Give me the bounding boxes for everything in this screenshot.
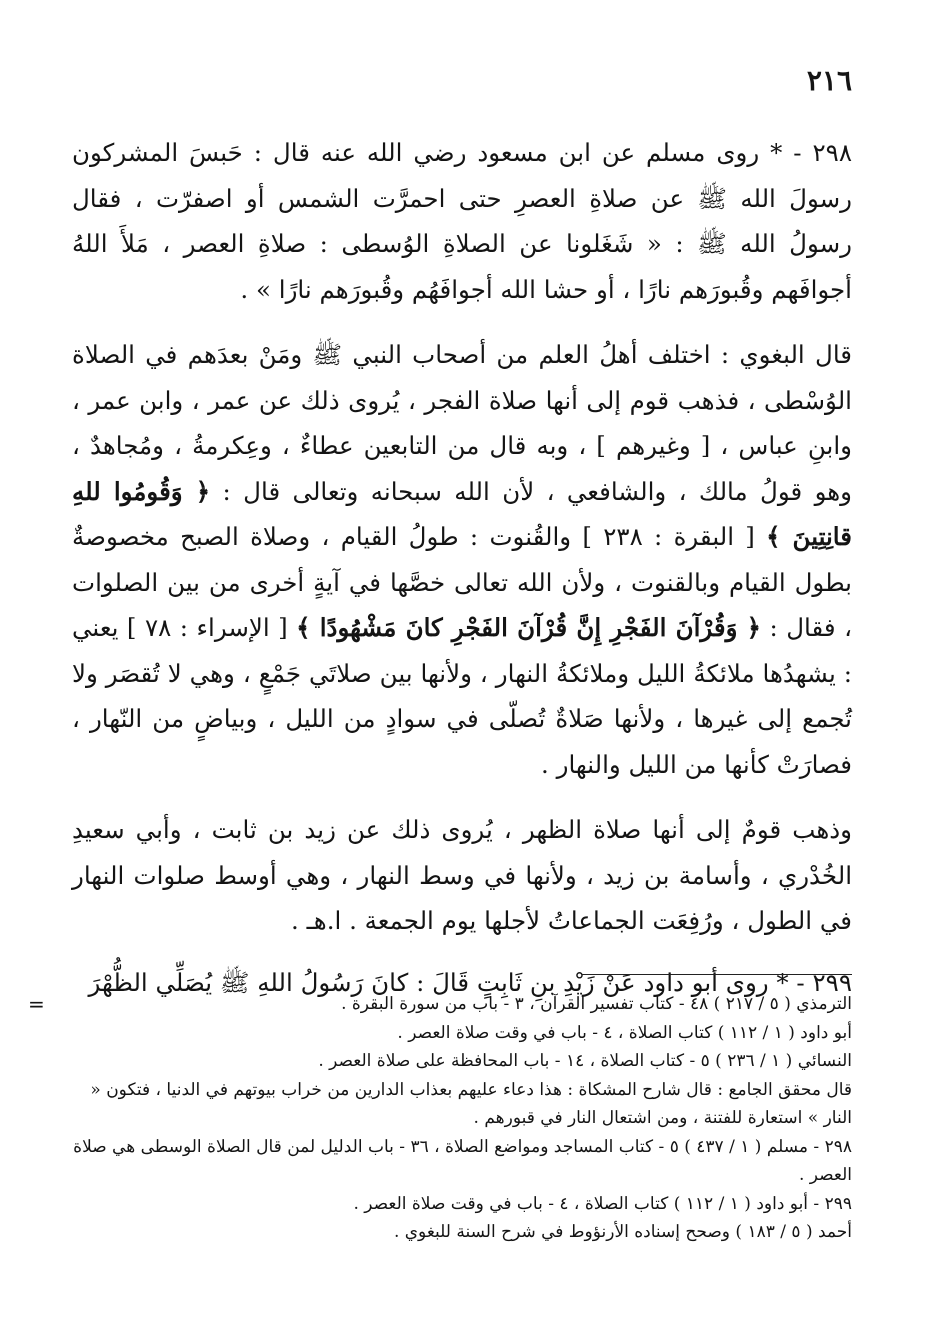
baghawi-text-a: قال البغوي : اختلف أهلُ العلم من أصحاب النبي ﷺ ومَنْ بعدَهم في الصلاة الوُسْطى ، فذهب قوم إلى أنها صلاة الفجر ، يُروى ذلك عن عمر ، وابن عمر ، وابنِ عباس ، [ وغيرهم ] ، وبه قال من التابعين عطاءٌ ، وعِكرمةُ ، ومُجاهدٌ ، وهو قولُ مالك ، والشافعي ، لأن الله سبحانه وتعالى قال : [72,340,852,506]
page-number: ٢١٦ [806,64,852,97]
hadith-299: ٢٩٩ - * روى أبو داود عَنْ زَيْدِ بنِ ثَابِتٍ قَالَ : كانَ رَسُولُ اللهِ ﷺ يُصَلِّي الظُّهْرَ [88,967,852,997]
footnote-line: الترمذي ( ٥ / ٢١٧ ) ٤٨ - كتاب تفسير القرآن ، ٣ - باب من سورة البقرة . [341,994,852,1014]
footnote-line: أحمد ( ٥ / ١٨٣ ) وصحح إسناده الأرنؤوط في شرح السنة للبغوي . [393,1222,852,1242]
footnote-line: ٢٩٨ - مسلم ( ١ / ٤٣٧ ) ٥ - كتاب المساجد ومواضع الصلاة ، ٣٦ - باب الدليل لمن قال الصلاة الوسطى هي صلاة العصر . [73,1136,852,1185]
quran-verse-baqara: ﴿ وَقُومُوا للهِ قانِتِينَ ﴾ [72,476,852,551]
hadith-298: ٢٩٨ - * روى مسلم عن ابن مسعود رضي الله عنه قال : حَبسَ المشركون رسولَ الله ﷺ عن صلاةِ العصرِ حتى احمرَّت الشمس أو اصفرّت ، فقال رسولُ الله ﷺ : « شَغَلونا عن الصلاةِ الوُسطى : صلاةِ العصر ، مَلأَ اللهُ أجوافَهم وقُبورَهم نارًا ، أو حشا الله أجوافَهُم وقُبورَهم نارًا » . [72,138,852,304]
footnote-line: ٢٩٩ - أبو داود ( ١ / ١١٢ ) كتاب الصلاة ، ٤ - باب في وقت صلاة العصر . [353,1193,852,1214]
baghawi-text-c: [ الإسراء : ٧٨ ] يعني : يشهدُها ملائكةُ الليل وملائكةُ النهار ، ولأنها بين صلاتَي جَمْعٍ ، وهي لا تُقصَر ولا تُجمع إلى غيرها ، ولأنها صَلاةٌ تُصلّى في سوادٍ من الليل ، وبياضٍ من النّهار ، فصارَتْ كأنها من الليل والنهار . [72,613,852,779]
footnotes [72,990,852,1247]
footnote-separator [582,974,852,975]
footnote-line: أبو داود ( ١ / ١١٢ ) كتاب الصلاة ، ٤ - باب في وقت صلاة العصر . [397,1022,852,1043]
footnote-line: قال محقق الجامع : قال شارح المشكاة : هذا دعاء عليهم بعذاب الدارين من خراب بيوتهم في الدنيا ، فتكون « النار » استعارة للفتنة ، ومن اشتعال النار في قبورهم . [90,1079,852,1128]
zuhr-opinion: وذهب قومٌ إلى أنها صلاة الظهر ، يُروى ذلك عن زيد بن ثابت ، وأبي سعيدِ الخُدْري ، وأسامة بن زيد ، ولأنها في وسط النهار ، وهي أوسط صلوات النهار في الطول ، ورُفِعَت الجماعاتُ لأجلها يوم الجمعة . ا.هـ . [72,815,852,935]
baghawi-text-b: [ البقرة : ٢٣٨ ] والقُنوت : طولُ القيام ، وصلاة الصبح مخصوصةٌ بطول القيام وبالقنوت ، ولأن الله تعالى خصَّها في آيةٍ أخرى من بين الصلوات ، فقال : [72,522,853,642]
continuation-mark: = [28,992,45,1016]
main-text [72,130,852,1025]
footnote-line: النسائي ( ١ / ٢٣٦ ) ٥ - كتاب الصلاة ، ١٤ - باب المحافظة على صلاة العصر . [318,1051,852,1071]
baghawi-commentary [72,332,852,787]
quran-verse-isra: ﴿ وَقُرْآنَ الفَجْرِ إِنَّ قُرْآنَ الفَجْرِ كانَ مَشْهُودًا ﴾ [296,613,762,642]
